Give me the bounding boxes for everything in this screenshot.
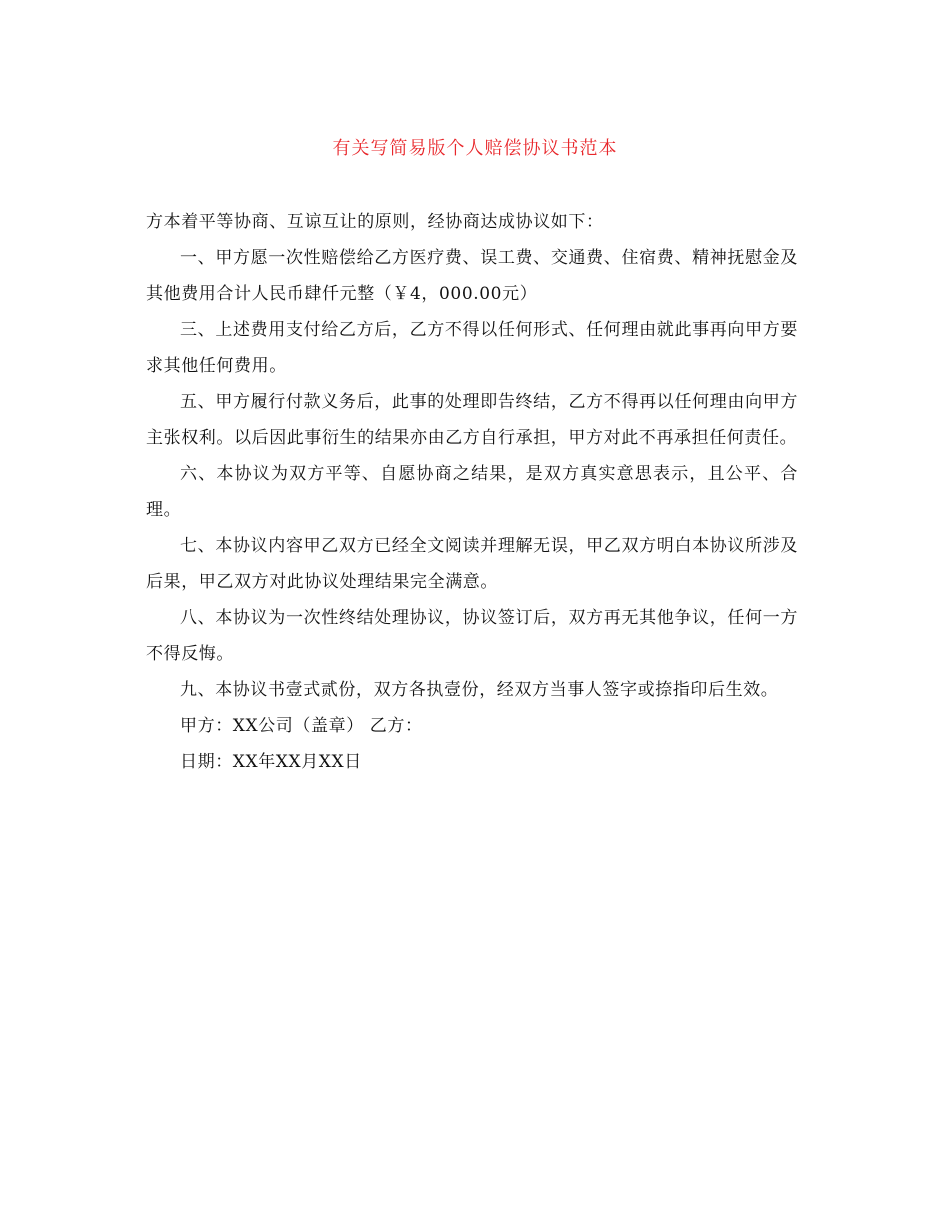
clause-1: 一、甲方愿一次性赔偿给乙方医疗费、误工费、交通费、住宿费、精神抚慰金及其他费用合计人民币肆仟元整（￥4，000.00元） bbox=[146, 248, 798, 304]
document-body bbox=[146, 204, 798, 780]
clause-9: 九、本协议书壹式贰份，双方各执壹份，经双方当事人签字或捺指印后生效。 bbox=[180, 680, 779, 700]
clause-6: 六、本协议为双方平等、自愿协商之结果，是双方真实意思表示，且公平、合理。 bbox=[146, 464, 798, 520]
document-title: 有关写简易版个人赔偿协议书范本 bbox=[332, 138, 618, 159]
clause-7: 七、本协议内容甲乙双方已经全文阅读并理解无误，甲乙双方明白本协议所涉及后果，甲乙双方对此协议处理结果完全满意。 bbox=[146, 536, 798, 592]
clause-3: 三、上述费用支付给乙方后，乙方不得以任何形式、任何理由就此事再向甲方要求其他任何费用。 bbox=[146, 320, 798, 376]
intro-paragraph: 方本着平等协商、互谅互让的原则，经协商达成协议如下： bbox=[146, 212, 604, 232]
clause-5: 五、甲方履行付款义务后，此事的处理即告终结，乙方不得再以任何理由向甲方主张权利。以后因此事衍生的结果亦由乙方自行承担，甲方对此不再承担任何责任。 bbox=[146, 392, 798, 448]
date-line: 日期：XX年XX月XX日 bbox=[180, 752, 362, 772]
signature-line: 甲方：XX公司（盖章） 乙方： bbox=[180, 716, 423, 736]
clause-8: 八、本协议为一次性终结处理协议，协议签订后，双方再无其他争议，任何一方不得反悔。 bbox=[146, 608, 798, 664]
